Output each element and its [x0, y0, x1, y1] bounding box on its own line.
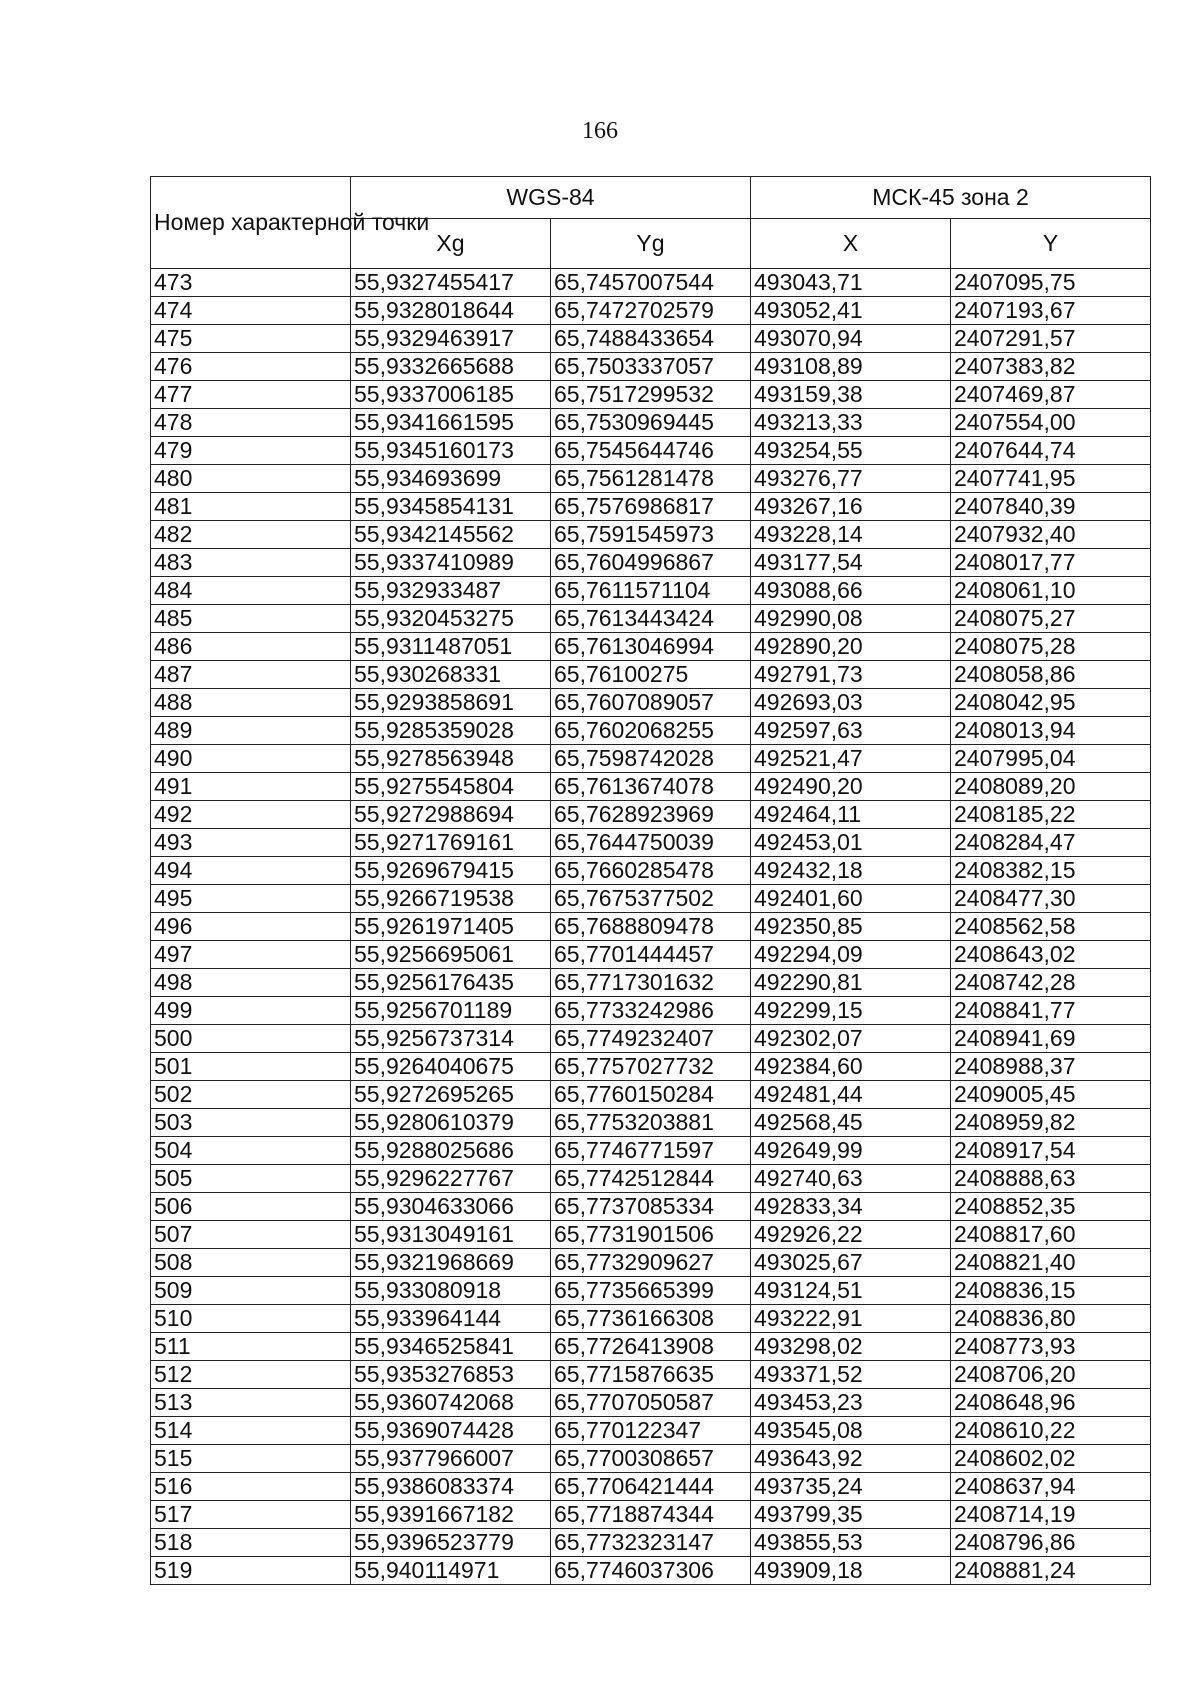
x-cell: 493177,54 — [751, 549, 951, 577]
x-cell: 493124,51 — [751, 1277, 951, 1305]
xg-cell: 55,930268331 — [351, 661, 551, 689]
yg-cell: 65,7457007544 — [551, 269, 751, 297]
table-row — [151, 1249, 1151, 1277]
y-cell: 2408988,37 — [951, 1053, 1151, 1081]
point-number-cell: 492 — [151, 801, 351, 829]
xg-cell: 55,9266719538 — [351, 885, 551, 913]
yg-cell: 65,7735665399 — [551, 1277, 751, 1305]
table-row — [151, 1193, 1151, 1221]
y-cell: 2408841,77 — [951, 997, 1151, 1025]
table-row — [151, 633, 1151, 661]
wgs84-header: WGS-84 — [351, 177, 751, 219]
x-cell: 493545,08 — [751, 1417, 951, 1445]
table-row — [151, 1109, 1151, 1137]
y-cell: 2408817,60 — [951, 1221, 1151, 1249]
table-row — [151, 1389, 1151, 1417]
x-cell: 492597,63 — [751, 717, 951, 745]
x-cell: 493222,91 — [751, 1305, 951, 1333]
yg-cell: 65,7488433654 — [551, 325, 751, 353]
table-row — [151, 801, 1151, 829]
yg-cell: 65,7613046994 — [551, 633, 751, 661]
yg-cell: 65,7530969445 — [551, 409, 751, 437]
yg-cell: 65,7517299532 — [551, 381, 751, 409]
yg-cell: 65,7472702579 — [551, 297, 751, 325]
xg-cell: 55,9256701189 — [351, 997, 551, 1025]
y-cell: 2408284,47 — [951, 829, 1151, 857]
x-cell: 493453,23 — [751, 1389, 951, 1417]
y-cell: 2408610,22 — [951, 1417, 1151, 1445]
y-cell: 2408602,02 — [951, 1445, 1151, 1473]
y-cell: 2407995,04 — [951, 745, 1151, 773]
table-row — [151, 325, 1151, 353]
y-cell: 2408648,96 — [951, 1389, 1151, 1417]
xg-cell: 55,9360742068 — [351, 1389, 551, 1417]
point-number-cell: 488 — [151, 689, 351, 717]
xg-cell: 55,9337410989 — [351, 549, 551, 577]
table-body — [151, 269, 1151, 1585]
xg-cell: 55,9353276853 — [351, 1361, 551, 1389]
point-number-cell: 494 — [151, 857, 351, 885]
table-row — [151, 689, 1151, 717]
point-number-cell: 517 — [151, 1501, 351, 1529]
table-row — [151, 773, 1151, 801]
yg-cell: 65,7701444457 — [551, 941, 751, 969]
table-row — [151, 409, 1151, 437]
table-row — [151, 1501, 1151, 1529]
point-number-cell: 500 — [151, 1025, 351, 1053]
xg-cell: 55,9285359028 — [351, 717, 551, 745]
yg-cell: 65,7732909627 — [551, 1249, 751, 1277]
x-cell: 493159,38 — [751, 381, 951, 409]
xg-cell: 55,9341661595 — [351, 409, 551, 437]
table-row — [151, 437, 1151, 465]
x-cell: 493228,14 — [751, 521, 951, 549]
point-number-cell: 509 — [151, 1277, 351, 1305]
y-header: Y — [951, 219, 1151, 269]
point-number-header: Номер характерной точки — [151, 177, 351, 269]
xg-cell: 55,9337006185 — [351, 381, 551, 409]
xg-cell: 55,9313049161 — [351, 1221, 551, 1249]
x-cell: 492302,07 — [751, 1025, 951, 1053]
table-row — [151, 1025, 1151, 1053]
xg-cell: 55,9269679415 — [351, 857, 551, 885]
xg-cell: 55,9342145562 — [351, 521, 551, 549]
msk45-header: МСК-45 зона 2 — [751, 177, 1151, 219]
y-cell: 2408917,54 — [951, 1137, 1151, 1165]
x-cell: 493371,52 — [751, 1361, 951, 1389]
table-row — [151, 1165, 1151, 1193]
xg-cell: 55,9271769161 — [351, 829, 551, 857]
xg-cell: 55,9321968669 — [351, 1249, 551, 1277]
table-row — [151, 1333, 1151, 1361]
x-cell: 492464,11 — [751, 801, 951, 829]
point-number-cell: 487 — [151, 661, 351, 689]
xg-cell: 55,9272988694 — [351, 801, 551, 829]
point-number-cell: 477 — [151, 381, 351, 409]
table-row — [151, 1081, 1151, 1109]
table-row — [151, 997, 1151, 1025]
x-cell: 493025,67 — [751, 1249, 951, 1277]
x-cell: 492481,44 — [751, 1081, 951, 1109]
y-cell: 2407383,82 — [951, 353, 1151, 381]
point-number-cell: 508 — [151, 1249, 351, 1277]
x-cell: 492290,81 — [751, 969, 951, 997]
point-number-cell: 474 — [151, 297, 351, 325]
yg-cell: 65,7611571104 — [551, 577, 751, 605]
table-row — [151, 717, 1151, 745]
table-row — [151, 1445, 1151, 1473]
table-row — [151, 941, 1151, 969]
xg-cell: 55,9396523779 — [351, 1529, 551, 1557]
xg-cell: 55,9377966007 — [351, 1445, 551, 1473]
xg-cell: 55,9345854131 — [351, 493, 551, 521]
yg-cell: 65,7598742028 — [551, 745, 751, 773]
xg-cell: 55,9293858691 — [351, 689, 551, 717]
point-number-cell: 518 — [151, 1529, 351, 1557]
y-cell: 2407741,95 — [951, 465, 1151, 493]
table-row — [151, 1529, 1151, 1557]
point-number-cell: 502 — [151, 1081, 351, 1109]
point-number-cell: 483 — [151, 549, 351, 577]
yg-cell: 65,7717301632 — [551, 969, 751, 997]
point-number-cell: 511 — [151, 1333, 351, 1361]
x-cell: 493088,66 — [751, 577, 951, 605]
yg-cell: 65,7700308657 — [551, 1445, 751, 1473]
table-row — [151, 969, 1151, 997]
table-row — [151, 661, 1151, 689]
y-cell: 2408477,30 — [951, 885, 1151, 913]
yg-cell: 65,76100275 — [551, 661, 751, 689]
yg-cell: 65,7707050587 — [551, 1389, 751, 1417]
y-cell: 2408821,40 — [951, 1249, 1151, 1277]
x-cell: 492649,99 — [751, 1137, 951, 1165]
y-cell: 2409005,45 — [951, 1081, 1151, 1109]
x-cell: 492833,34 — [751, 1193, 951, 1221]
y-cell: 2408017,77 — [951, 549, 1151, 577]
point-number-cell: 510 — [151, 1305, 351, 1333]
y-cell: 2408075,28 — [951, 633, 1151, 661]
y-cell: 2408058,86 — [951, 661, 1151, 689]
point-number-cell: 497 — [151, 941, 351, 969]
point-number-cell: 482 — [151, 521, 351, 549]
y-cell: 2408075,27 — [951, 605, 1151, 633]
y-cell: 2408061,10 — [951, 577, 1151, 605]
table-header — [151, 177, 1151, 269]
point-number-cell: 496 — [151, 913, 351, 941]
x-cell: 493213,33 — [751, 409, 951, 437]
table-row — [151, 605, 1151, 633]
y-cell: 2408796,86 — [951, 1529, 1151, 1557]
point-number-cell: 507 — [151, 1221, 351, 1249]
point-number-cell: 475 — [151, 325, 351, 353]
xg-cell: 55,9391667182 — [351, 1501, 551, 1529]
y-cell: 2408959,82 — [951, 1109, 1151, 1137]
y-cell: 2408637,94 — [951, 1473, 1151, 1501]
point-number-cell: 516 — [151, 1473, 351, 1501]
yg-cell: 65,7732323147 — [551, 1529, 751, 1557]
table-row — [151, 1137, 1151, 1165]
yg-cell: 65,7613443424 — [551, 605, 751, 633]
y-cell: 2408013,94 — [951, 717, 1151, 745]
yg-cell: 65,7604996867 — [551, 549, 751, 577]
point-number-cell: 484 — [151, 577, 351, 605]
point-number-cell: 476 — [151, 353, 351, 381]
table-row — [151, 1277, 1151, 1305]
table-row — [151, 1305, 1151, 1333]
point-number-cell: 506 — [151, 1193, 351, 1221]
yg-cell: 65,7688809478 — [551, 913, 751, 941]
xg-cell: 55,9264040675 — [351, 1053, 551, 1081]
point-number-cell: 490 — [151, 745, 351, 773]
yg-cell: 65,7715876635 — [551, 1361, 751, 1389]
y-cell: 2408852,35 — [951, 1193, 1151, 1221]
point-number-cell: 499 — [151, 997, 351, 1025]
x-header: X — [751, 219, 951, 269]
x-cell: 492432,18 — [751, 857, 951, 885]
table-row — [151, 1557, 1151, 1585]
point-number-cell: 481 — [151, 493, 351, 521]
yg-cell: 65,7545644746 — [551, 437, 751, 465]
x-cell: 492990,08 — [751, 605, 951, 633]
y-cell: 2407554,00 — [951, 409, 1151, 437]
xg-cell: 55,932933487 — [351, 577, 551, 605]
page-number: 166 — [582, 118, 618, 144]
yg-cell: 65,7757027732 — [551, 1053, 751, 1081]
xg-cell: 55,9346525841 — [351, 1333, 551, 1361]
x-cell: 493855,53 — [751, 1529, 951, 1557]
yg-cell: 65,7675377502 — [551, 885, 751, 913]
point-number-cell: 486 — [151, 633, 351, 661]
x-cell: 493254,55 — [751, 437, 951, 465]
x-cell: 493298,02 — [751, 1333, 951, 1361]
table-row — [151, 353, 1151, 381]
yg-cell: 65,7746037306 — [551, 1557, 751, 1585]
y-cell: 2408888,63 — [951, 1165, 1151, 1193]
point-number-cell: 498 — [151, 969, 351, 997]
y-cell: 2408881,24 — [951, 1557, 1151, 1585]
xg-cell: 55,9304633066 — [351, 1193, 551, 1221]
point-number-cell: 495 — [151, 885, 351, 913]
yg-cell: 65,7503337057 — [551, 353, 751, 381]
yg-cell: 65,7718874344 — [551, 1501, 751, 1529]
table-row — [151, 745, 1151, 773]
xg-cell: 55,9328018644 — [351, 297, 551, 325]
y-cell: 2408773,93 — [951, 1333, 1151, 1361]
xg-cell: 55,9256737314 — [351, 1025, 551, 1053]
point-number-cell: 504 — [151, 1137, 351, 1165]
y-cell: 2408941,69 — [951, 1025, 1151, 1053]
x-cell: 493052,41 — [751, 297, 951, 325]
xg-cell: 55,9311487051 — [351, 633, 551, 661]
yg-cell: 65,7613674078 — [551, 773, 751, 801]
xg-cell: 55,940114971 — [351, 1557, 551, 1585]
yg-cell: 65,7644750039 — [551, 829, 751, 857]
y-cell: 2408042,95 — [951, 689, 1151, 717]
y-cell: 2407193,67 — [951, 297, 1151, 325]
point-number-cell: 513 — [151, 1389, 351, 1417]
y-cell: 2407469,87 — [951, 381, 1151, 409]
yg-cell: 65,7660285478 — [551, 857, 751, 885]
y-cell: 2408382,15 — [951, 857, 1151, 885]
x-cell: 492693,03 — [751, 689, 951, 717]
point-number-cell: 515 — [151, 1445, 351, 1473]
table-row — [151, 1417, 1151, 1445]
x-cell: 493267,16 — [751, 493, 951, 521]
xg-cell: 55,9369074428 — [351, 1417, 551, 1445]
xg-cell: 55,933080918 — [351, 1277, 551, 1305]
table-row — [151, 857, 1151, 885]
xg-cell: 55,9345160173 — [351, 437, 551, 465]
xg-cell: 55,933964144 — [351, 1305, 551, 1333]
yg-cell: 65,7607089057 — [551, 689, 751, 717]
point-number-cell: 489 — [151, 717, 351, 745]
point-number-cell: 514 — [151, 1417, 351, 1445]
x-cell: 492521,47 — [751, 745, 951, 773]
table-row — [151, 1473, 1151, 1501]
point-number-cell: 479 — [151, 437, 351, 465]
yg-cell: 65,7749232407 — [551, 1025, 751, 1053]
x-cell: 492490,20 — [751, 773, 951, 801]
table-row — [151, 1053, 1151, 1081]
y-cell: 2408742,28 — [951, 969, 1151, 997]
y-cell: 2407291,57 — [951, 325, 1151, 353]
x-cell: 492384,60 — [751, 1053, 951, 1081]
yg-cell: 65,7760150284 — [551, 1081, 751, 1109]
x-cell: 492401,60 — [751, 885, 951, 913]
x-cell: 492299,15 — [751, 997, 951, 1025]
table-row — [151, 1221, 1151, 1249]
xg-cell: 55,9386083374 — [351, 1473, 551, 1501]
table-row — [151, 829, 1151, 857]
point-number-cell: 493 — [151, 829, 351, 857]
point-number-cell: 512 — [151, 1361, 351, 1389]
x-cell: 493108,89 — [751, 353, 951, 381]
y-cell: 2407644,74 — [951, 437, 1151, 465]
table-row — [151, 381, 1151, 409]
y-cell: 2408089,20 — [951, 773, 1151, 801]
yg-cell: 65,7706421444 — [551, 1473, 751, 1501]
y-cell: 2408643,02 — [951, 941, 1151, 969]
xg-cell: 55,9272695265 — [351, 1081, 551, 1109]
xg-header: Xg — [351, 219, 551, 269]
xg-cell: 55,9278563948 — [351, 745, 551, 773]
table-row — [151, 297, 1151, 325]
yg-cell: 65,7628923969 — [551, 801, 751, 829]
table-row — [151, 465, 1151, 493]
y-cell: 2407095,75 — [951, 269, 1151, 297]
point-number-cell: 505 — [151, 1165, 351, 1193]
xg-cell: 55,9261971405 — [351, 913, 551, 941]
x-cell: 492350,85 — [751, 913, 951, 941]
xg-cell: 55,9288025686 — [351, 1137, 551, 1165]
xg-cell: 55,9296227767 — [351, 1165, 551, 1193]
yg-cell: 65,7742512844 — [551, 1165, 751, 1193]
y-cell: 2408836,15 — [951, 1277, 1151, 1305]
point-number-cell: 478 — [151, 409, 351, 437]
yg-cell: 65,7733242986 — [551, 997, 751, 1025]
point-number-cell: 480 — [151, 465, 351, 493]
yg-cell: 65,7576986817 — [551, 493, 751, 521]
x-cell: 492791,73 — [751, 661, 951, 689]
xg-cell: 55,9329463917 — [351, 325, 551, 353]
yg-cell: 65,7561281478 — [551, 465, 751, 493]
xg-cell: 55,9320453275 — [351, 605, 551, 633]
table-row — [151, 885, 1151, 913]
xg-cell: 55,9275545804 — [351, 773, 551, 801]
table-row — [151, 577, 1151, 605]
point-number-cell: 503 — [151, 1109, 351, 1137]
yg-cell: 65,7736166308 — [551, 1305, 751, 1333]
point-number-cell: 519 — [151, 1557, 351, 1585]
table-row — [151, 521, 1151, 549]
coordinates-table — [150, 176, 1151, 1585]
yg-cell: 65,7731901506 — [551, 1221, 751, 1249]
y-cell: 2408562,58 — [951, 913, 1151, 941]
x-cell: 492294,09 — [751, 941, 951, 969]
xg-cell: 55,9332665688 — [351, 353, 551, 381]
point-number-cell: 501 — [151, 1053, 351, 1081]
point-number-cell: 491 — [151, 773, 351, 801]
yg-cell: 65,7746771597 — [551, 1137, 751, 1165]
x-cell: 492740,63 — [751, 1165, 951, 1193]
xg-cell: 55,9256695061 — [351, 941, 551, 969]
table-row — [151, 913, 1151, 941]
yg-header: Yg — [551, 219, 751, 269]
yg-cell: 65,7726413908 — [551, 1333, 751, 1361]
yg-cell: 65,7602068255 — [551, 717, 751, 745]
x-cell: 493735,24 — [751, 1473, 951, 1501]
x-cell: 492890,20 — [751, 633, 951, 661]
table-row — [151, 549, 1151, 577]
yg-cell: 65,7591545973 — [551, 521, 751, 549]
y-cell: 2408714,19 — [951, 1501, 1151, 1529]
x-cell: 492926,22 — [751, 1221, 951, 1249]
table-row — [151, 269, 1151, 297]
yg-cell: 65,770122347 — [551, 1417, 751, 1445]
point-number-cell: 485 — [151, 605, 351, 633]
x-cell: 493043,71 — [751, 269, 951, 297]
xg-cell: 55,9256176435 — [351, 969, 551, 997]
table-row — [151, 1361, 1151, 1389]
y-cell: 2407932,40 — [951, 521, 1151, 549]
x-cell: 493909,18 — [751, 1557, 951, 1585]
x-cell: 493276,77 — [751, 465, 951, 493]
x-cell: 493799,35 — [751, 1501, 951, 1529]
x-cell: 493643,92 — [751, 1445, 951, 1473]
y-cell: 2408706,20 — [951, 1361, 1151, 1389]
x-cell: 492568,45 — [751, 1109, 951, 1137]
y-cell: 2408185,22 — [951, 801, 1151, 829]
yg-cell: 65,7753203881 — [551, 1109, 751, 1137]
xg-cell: 55,934693699 — [351, 465, 551, 493]
x-cell: 492453,01 — [751, 829, 951, 857]
xg-cell: 55,9327455417 — [351, 269, 551, 297]
table-row — [151, 493, 1151, 521]
y-cell: 2408836,80 — [951, 1305, 1151, 1333]
xg-cell: 55,9280610379 — [351, 1109, 551, 1137]
point-number-cell: 473 — [151, 269, 351, 297]
x-cell: 493070,94 — [751, 325, 951, 353]
y-cell: 2407840,39 — [951, 493, 1151, 521]
yg-cell: 65,7737085334 — [551, 1193, 751, 1221]
